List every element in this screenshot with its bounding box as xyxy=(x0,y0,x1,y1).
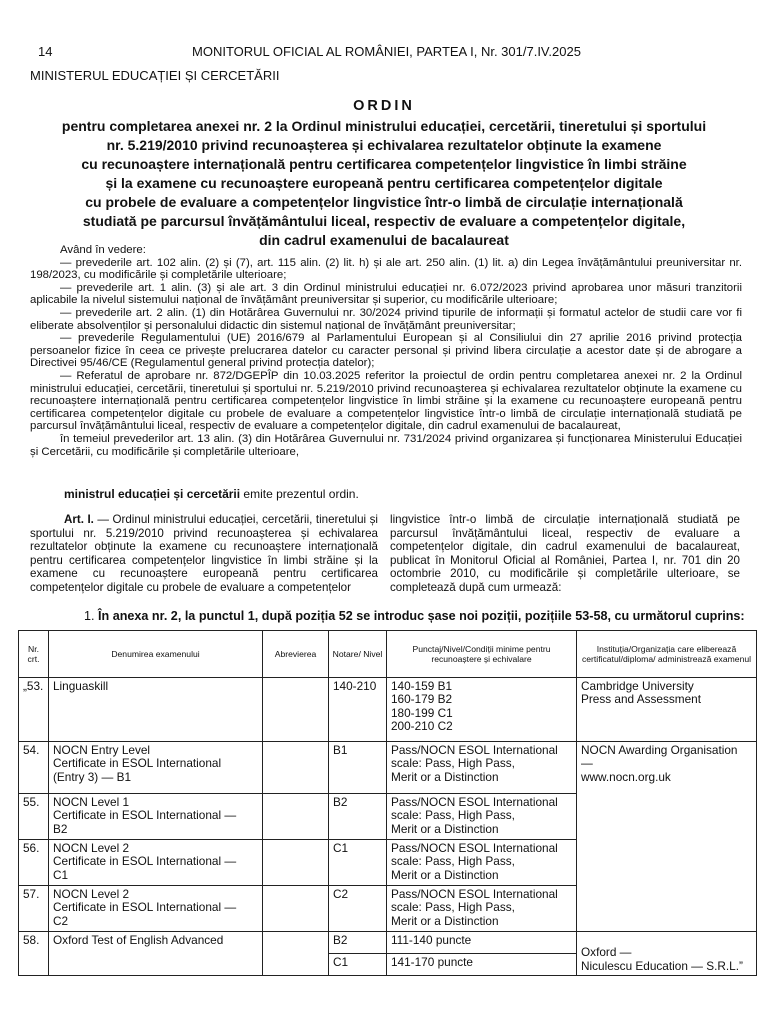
cell-nr: 58. xyxy=(19,932,49,976)
article-left-text: — Ordinul ministrului educației, cercetării, tineretului și sportului nr. 5.219/2010 privind recunoașterea și echivalarea rezultatelor obținute la examene cu recunoaștere internațională pentru certificarea competențelor lingvistice în limbi străine și la examene cu recunoaștere europeană pentru certificarea competențelor digitale cu probele de evaluare a competențelor xyxy=(30,513,378,594)
cell-conditions: 140-159 B1 160-179 B2 180-199 C1 200-210 C2 xyxy=(387,678,577,742)
annex-table xyxy=(18,630,757,976)
header-institution: Instituția/Organizația care eliberează certificatul/diploma/ administrează examenul xyxy=(577,631,757,678)
table-body xyxy=(19,678,757,976)
cell-conditions: Pass/NOCN ESOL International scale: Pass, High Pass, Merit or a Distinction xyxy=(387,840,577,886)
preamble-paragraph: — prevederile art. 102 alin. (2) și (7), art. 115 alin. (2) lit. h) și ale art. 250 alin. (1) lit. a) din Legea învățământului preuniversitar nr. 198/2023, cu modificările și completările ulterioare; xyxy=(30,256,742,282)
cell-institution: Cambridge University Press and Assessment xyxy=(577,678,757,742)
cell-conditions: 141-170 puncte xyxy=(387,954,577,976)
cell-score: 140-210 xyxy=(329,678,387,742)
minister-action: emite prezentul ordin. xyxy=(240,487,359,501)
cell-abbr xyxy=(263,886,329,932)
point-number: 1. xyxy=(84,609,99,623)
cell-score: C1 xyxy=(329,840,387,886)
cell-abbr xyxy=(263,678,329,742)
cell-conditions: Pass/NOCN ESOL International scale: Pass, High Pass, Merit or a Distinction xyxy=(387,742,577,794)
cell-score: B1 xyxy=(329,742,387,794)
page-number: 14 xyxy=(38,44,53,59)
cell-conditions: 111-140 puncte xyxy=(387,932,577,954)
subtitle-line: cu probele de evaluare a competențelor lingvistice într-o limbă de circulație internațională xyxy=(85,194,683,210)
cell-nr: 54. xyxy=(19,742,49,794)
subtitle-line: și la examene cu recunoaștere europeană pentru certificarea competențelor digitale xyxy=(105,175,663,191)
preamble-paragraph: — prevederile Regulamentului (UE) 2016/679 al Parlamentului European și al Consiliului din 27 aprilie 2016 privind protecția persoanelor fizice în ceea ce privește prelucrarea datelor cu caracter personal și privind libera circulație a acestor date și de abrogare a Directivei 95/46/CE (Regulamentul general privind protecția datelor); xyxy=(30,332,742,370)
table-row xyxy=(19,932,757,954)
header-nr: Nr. crt. xyxy=(19,631,49,678)
preamble-paragraph: — Referatul de aprobare nr. 872/DGEPÎP din 10.03.2025 referitor la proiectul de ordin pentru completarea anexei nr. 2 la Ordinul ministrului educației, cercetării, tineretului și sportului nr. 5.219/2010 privind recunoașterea și echivalarea rezultatelor obținute la examene cu recunoaștere internațională pentru certificarea competențelor lingvistice în limbi străine și la examene cu recunoaștere europeană pentru certificarea competențelor digitale cu probele de evaluare a competențelor lingvistice într-o limbă de circulație internațională studiată pe parcursul învățământului liceal, respectiv de evaluare a competențelor digitale, din cadrul examenului de bacalaureat, xyxy=(30,369,742,433)
header-abbr: Abrevierea xyxy=(263,631,329,678)
preamble-paragraph: Având în vedere: xyxy=(60,244,146,256)
cell-exam: NOCN Level 2 Certificate in ESOL International — C2 xyxy=(49,886,263,932)
cell-score: C1 xyxy=(329,954,387,976)
point-text: În anexa nr. 2, la punctul 1, după poziția 52 se introduc șase noi poziții, pozițiile 53-58, cu următorul cuprins: xyxy=(98,609,745,623)
header-conditions: Punctaj/Nivel/Condiții minime pentru recunoaștere și echivalare xyxy=(387,631,577,678)
subtitle-line: cu recunoaștere internațională pentru certificarea competențelor lingvistice în limbi străine xyxy=(81,156,687,172)
point-1 xyxy=(84,609,745,623)
cell-institution: NOCN Awarding Organisation — www.nocn.org.uk xyxy=(577,742,757,932)
cell-exam: NOCN Level 1 Certificate in ESOL International — B2 xyxy=(49,794,263,840)
cell-conditions: Pass/NOCN ESOL International scale: Pass, High Pass, Merit or a Distinction xyxy=(387,886,577,932)
ministry-name: MINISTERUL EDUCAȚIEI ȘI CERCETĂRII xyxy=(30,68,280,83)
minister-title: ministrul educației și cercetării xyxy=(64,487,241,501)
cell-exam: Linguaskill xyxy=(49,678,263,742)
cell-nr: „53. xyxy=(19,678,49,742)
cell-nr: 57. xyxy=(19,886,49,932)
subtitle-line: din cadrul examenului de bacalaureat xyxy=(259,232,509,248)
cell-abbr xyxy=(263,794,329,840)
header-exam: Denumirea examenului xyxy=(49,631,263,678)
subtitle-line: nr. 5.219/2010 privind recunoașterea și echivalarea rezultatelor obținute la examene xyxy=(106,137,662,153)
minister-statement xyxy=(64,487,359,501)
ordin-title: ORDIN xyxy=(353,98,415,114)
subtitle-line: pentru completarea anexei nr. 2 la Ordinul ministrului educației, cercetării, tineretului și sportului xyxy=(61,118,707,134)
cell-abbr xyxy=(263,840,329,886)
cell-score: C2 xyxy=(329,886,387,932)
preamble-paragraph: în temeiul prevederilor art. 13 alin. (3) din Hotărârea Guvernului nr. 731/2024 privind organizarea și funcționarea Ministerului Educației și Cercetării, cu modificările și completările ulterioare, xyxy=(30,432,742,458)
cell-conditions: Pass/NOCN ESOL International scale: Pass, High Pass, Merit or a Distinction xyxy=(387,794,577,840)
subtitle-line: studiată pe parcursul învățământului liceal, respectiv de evaluare a competențelor digitale, xyxy=(82,213,686,229)
cell-abbr xyxy=(263,932,329,976)
article-right-column: lingvistice într-o limbă de circulație internațională studiată pe parcursul învățământului liceal, respectiv de evaluare a competențelor digitale, din cadrul examenului de bacalaureat, publicat în Monitorul Oficial al României, Partea I, nr. 701 din 20 octombrie 2010, cu modificările și completările ulterioare, se completează după cum urmează: xyxy=(390,513,740,594)
cell-exam: Oxford Test of English Advanced xyxy=(49,932,263,976)
cell-abbr xyxy=(263,742,329,794)
cell-institution: Oxford — Niculescu Education — S.R.L.” xyxy=(577,932,757,976)
cell-nr: 55. xyxy=(19,794,49,840)
cell-exam: NOCN Level 2 Certificate in ESOL International — C1 xyxy=(49,840,263,886)
cell-score: B2 xyxy=(329,932,387,954)
preamble xyxy=(30,244,742,458)
cell-score: B2 xyxy=(329,794,387,840)
table-row xyxy=(19,742,757,794)
preamble-paragraph: — prevederile art. 2 alin. (1) din Hotărârea Guvernului nr. 30/2024 privind tipurile de informații și formatul actelor de studii care vor fi eliberate absolvenților și personalului didactic din sistemul național de învățământ preuniversitar; xyxy=(30,306,742,332)
preamble-paragraph: — prevederile art. 1 alin. (3) și ale art. 3 din Ordinul ministrului educației nr. 6.072/2023 privind aprobarea unor măsuri tranzitorii aplicabile la nivelul sistemului național de învățământ preuniversitar și superior, cu modificările ulterioare; xyxy=(30,281,742,307)
cell-nr: 56. xyxy=(19,840,49,886)
cell-exam: NOCN Entry Level Certificate in ESOL International (Entry 3) — B1 xyxy=(49,742,263,794)
publication-header: MONITORUL OFICIAL AL ROMÂNIEI, PARTEA I, Nr. 301/7.IV.2025 xyxy=(192,44,581,59)
header-score: Notare/ Nivel xyxy=(329,631,387,678)
article-label: Art. I. xyxy=(64,513,94,526)
table-row xyxy=(19,678,757,742)
table-header-row xyxy=(19,631,757,678)
ordin-subtitle xyxy=(20,117,748,250)
article-left-column xyxy=(30,513,378,595)
